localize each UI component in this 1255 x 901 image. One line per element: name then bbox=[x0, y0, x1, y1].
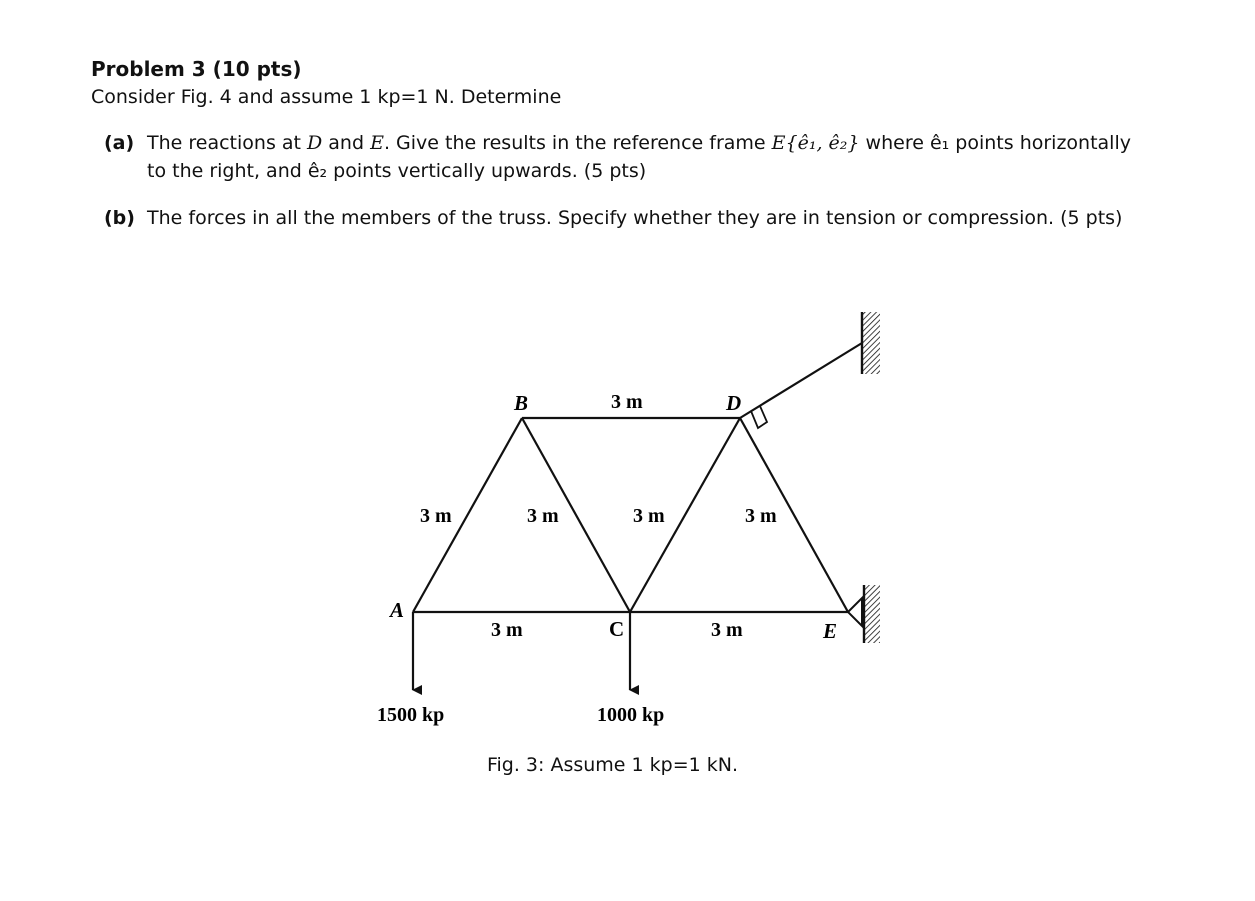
part-a-label: (a) bbox=[104, 132, 135, 154]
joint-label-e: E bbox=[823, 619, 838, 643]
load-label-a: 1500 kp bbox=[377, 704, 445, 726]
pin-support-e bbox=[848, 598, 862, 626]
dim-label-ab: 3 m bbox=[420, 505, 452, 527]
problem-intro: Consider Fig. 4 and assume 1 kp=1 N. Determine bbox=[91, 86, 562, 108]
figure-caption: Fig. 3: Assume 1 kp=1 kN. bbox=[486, 754, 739, 776]
truss-figure bbox=[345, 275, 885, 735]
joint-label-d: D bbox=[726, 391, 742, 415]
dim-label-bd: 3 m bbox=[611, 391, 643, 413]
cable-d bbox=[740, 343, 862, 418]
joint-label-a: A bbox=[390, 598, 405, 622]
joint-label-b: B bbox=[514, 391, 529, 415]
part-a-text: The reactions at D and E. Give the results in the reference frame E{ê₁, ê₂} where ê₁ points horizontally to the right, and ê₂ points vertically upwards. (5 pts) bbox=[147, 132, 1131, 182]
part-b-text: The forces in all the members of the truss. Specify whether they are in tension or compression. (5 pts) bbox=[147, 207, 1123, 229]
part-b bbox=[104, 204, 1154, 232]
truss-members bbox=[413, 343, 862, 612]
load-label-c: 1000 kp bbox=[597, 704, 665, 726]
joint-label-c: C bbox=[609, 617, 625, 641]
wall-support-top bbox=[862, 312, 880, 374]
dim-label-bc: 3 m bbox=[527, 505, 559, 527]
dim-label-ce: 3 m bbox=[711, 619, 743, 641]
part-b-label: (b) bbox=[104, 207, 135, 229]
problem-heading: Problem 3 (10 pts) bbox=[91, 57, 302, 81]
dim-label-cd: 3 m bbox=[633, 505, 665, 527]
dim-label-ac: 3 m bbox=[491, 619, 523, 641]
part-a bbox=[104, 129, 1154, 185]
wall-support-e bbox=[864, 585, 880, 643]
dim-label-de: 3 m bbox=[745, 505, 777, 527]
